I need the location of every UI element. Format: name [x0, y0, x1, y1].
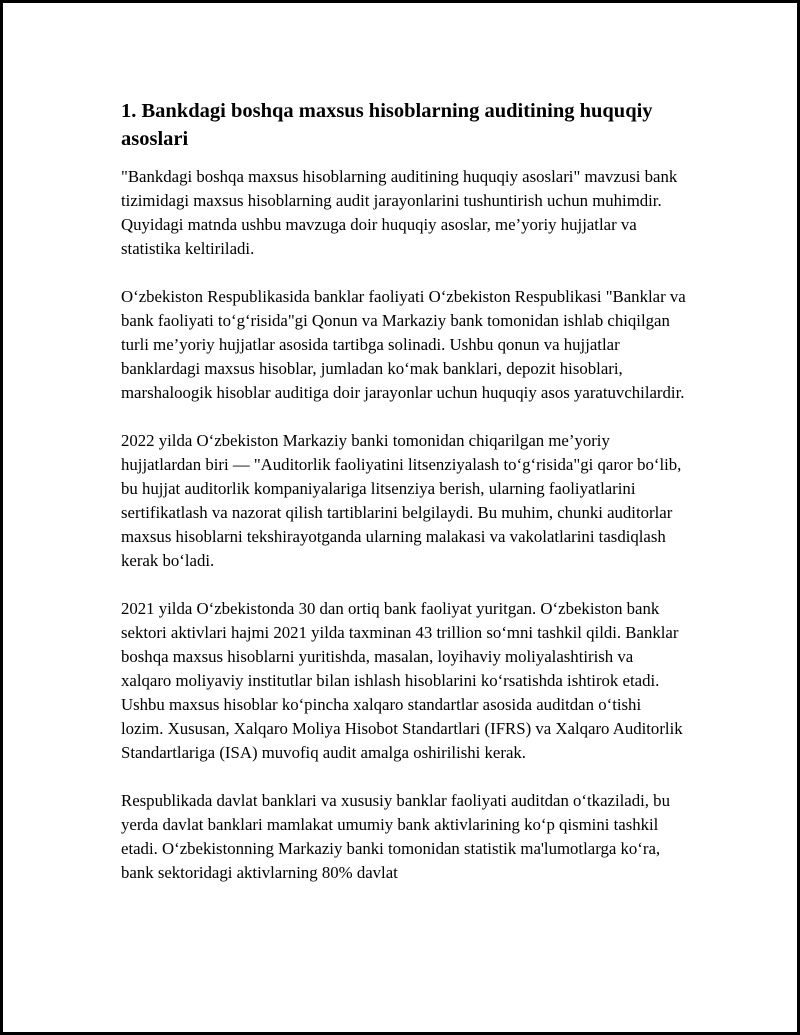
paragraph-licensing: 2022 yilda O‘zbekiston Markaziy banki tomonidan chiqarilgan me’yoriy hujjatlardan biri — "Auditorlik faoliyatini litsenziyalash to‘g‘risida"gi qaror bo‘lib, bu hujjat auditorlik kompaniyalariga litsenziya berish, ularning faoliyatlarini sertifikatlash va nazorat qilish tartiblarini belgilaydi. Bu muhim, chunki auditorlar maxsus hisoblarni tekshirayotganda ularning malakasi va vakolatlarini tasdiqlash kerak bo‘ladi. [121, 431, 682, 570]
paragraph-intro: "Bankdagi boshqa maxsus hisoblarning auditining huquqiy asoslari" mavzusi bank tizimidagi maxsus hisoblarning audit jarayonlarini tushuntirish uchun muhimdir. Quyidagi matnda ushbu mavzuga doir huquqiy asoslar, me’yoriy hujjatlar va statistika keltiriladi. [121, 167, 678, 258]
paragraph-legal-basis: O‘zbekiston Respublikasida banklar faoliyati O‘zbekiston Respublikasi "Banklar va bank faoliyati to‘g‘risida"gi Qonun va Markaziy bank tomonidan ishlab chiqilgan turli me’yoriy hujjatlar asosida tartibga solinadi. Ushbu qonun va hujjatlar banklardagi maxsus hisoblar, jumladan ko‘mak banklari, depozit hisoblari, marshaloogik hisoblar auditiga doir jarayonlar uchun huquqiy asos yaratuvchilardir. [121, 287, 686, 402]
section-heading: 1. Bankdagi boshqa maxsus hisoblarning auditining huquqiy asoslari [121, 100, 653, 150]
paragraph-statistics: 2021 yilda O‘zbekistonda 30 dan ortiq bank faoliyat yuritgan. O‘zbekiston bank sektori aktivlari hajmi 2021 yilda taxminan 43 trillion so‘mni tashkil qildi. Banklar boshqa maxsus hisoblarni yuritishda, masalan, loyihaviy moliyalashtirish va xalqaro moliyaviy institutlar bilan ishlash hisoblarini ko‘rsatishda ishtirok etadi. Ushbu maxsus hisoblar ko‘pincha xalqaro standartlar asosida auditdan o‘tishi lozim. Xususan, Xalqaro Moliya Hisobot Standartlari (IFRS) va Xalqaro Auditorlik Standartlariga (ISA) muvofiq audit amalga oshirilishi kerak. [121, 599, 683, 762]
paragraph-state-banks: Respublikada davlat banklari va xususiy banklar faoliyati auditdan o‘tkaziladi, bu yerda davlat banklari mamlakat umumiy bank aktivlarining ko‘p qismini tashkil etadi. O‘zbekistonning Markaziy banki tomonidan statistik ma'lumotlarga ko‘ra, bank sektoridagi aktivlarning 80% davlat [121, 791, 670, 882]
document-body [121, 97, 687, 885]
